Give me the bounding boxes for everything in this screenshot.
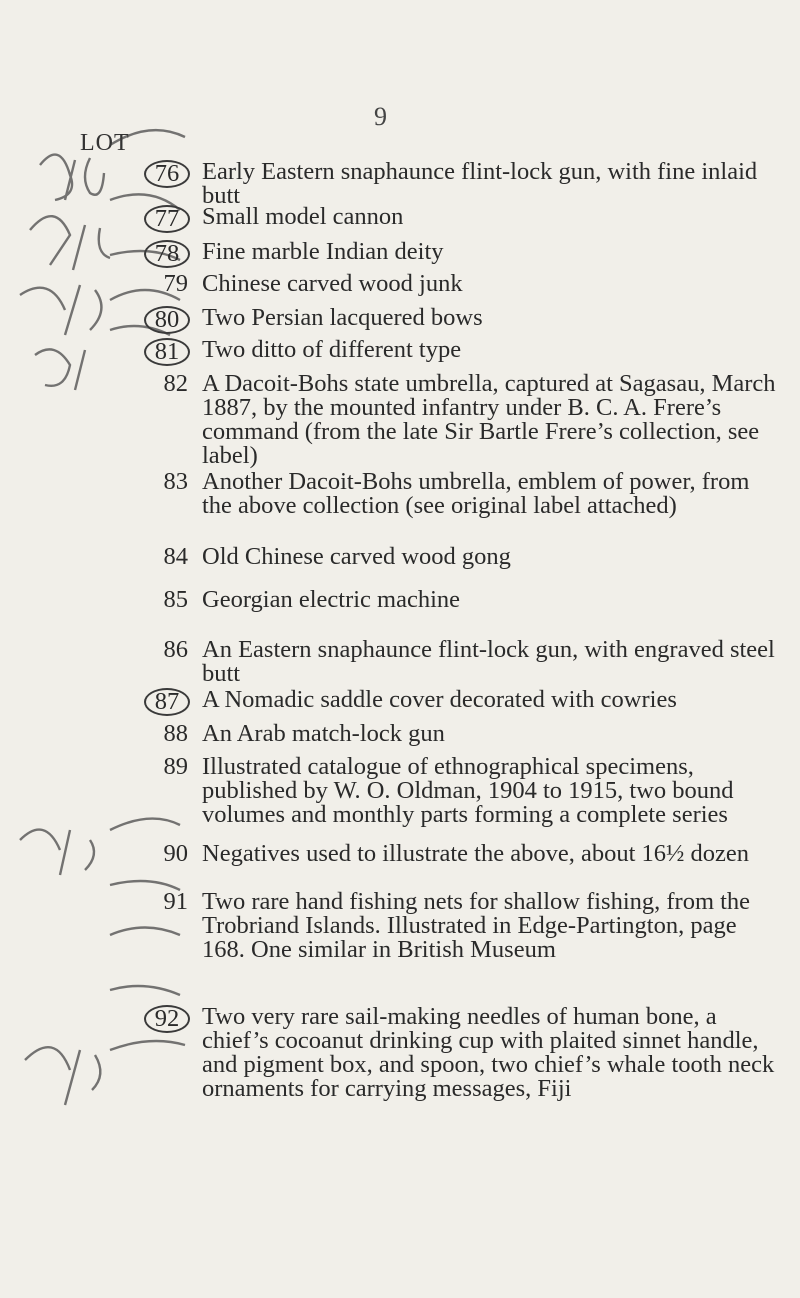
lot-description: A Dacoit-Bohs state umbrella, captured at Sagasau, March 1887, by the mounted infantry under B. C. A. Frere’s command (from the late Sir Bartle Frere’s collection, see label) [202, 370, 776, 469]
lot-number: 83 [163, 468, 188, 495]
lot-description: Two very rare sail-making needles of human bone, a chief’s cocoanut drinking cup with plaited sinnet handle, and pigment box, and spoon, two chief’s whale tooth neck ornaments for carrying messages, Fiji [202, 1003, 775, 1102]
lot-description: Two rare hand fishing nets for shallow fishing, from the Trobriand Islands. Illustrated in Edge-Partington, page 168. One similar in British Museum [202, 888, 751, 963]
lot-description: Two Persian lacquered bows [202, 304, 483, 331]
lot-number: 85 [163, 586, 188, 613]
lot-item [163, 720, 776, 747]
page-number: 9 [374, 102, 387, 131]
lot-number: 81 [144, 338, 190, 366]
lot-description: Two ditto of different type [202, 336, 462, 363]
lot-description: Negatives used to illustrate the above, about 16½ dozen [202, 840, 750, 867]
lot-item [163, 888, 776, 963]
lot-item [163, 370, 776, 469]
lot-number: 78 [144, 240, 190, 268]
lot-number: 82 [163, 370, 188, 397]
lot-description: Georgian electric machine [202, 586, 461, 613]
lot-description: Illustrated catalogue of ethnographical specimens, published by W. O. Oldman, 1904 to 1915, two bound volumes and monthly parts forming a complete series [202, 753, 734, 828]
lot-item [154, 203, 776, 232]
lot-number: 87 [144, 688, 190, 716]
lot-item [163, 840, 776, 867]
lot-number: 89 [163, 753, 188, 780]
lot-description: Chinese carved wood junk [202, 270, 463, 297]
lot-item [154, 686, 776, 715]
lot-number: 79 [163, 270, 188, 297]
lot-description: Old Chinese carved wood gong [202, 543, 511, 570]
lot-description: Small model cannon [202, 203, 404, 230]
lot-item [154, 238, 776, 267]
lot-number: 86 [163, 636, 188, 663]
lot-item [163, 753, 776, 828]
lot-number: 92 [144, 1005, 190, 1033]
lot-number: 91 [163, 888, 188, 915]
lot-description: Fine marble Indian deity [202, 238, 444, 265]
lot-item [163, 270, 776, 297]
lot-description: A Nomadic saddle cover decorated with cowries [202, 686, 677, 713]
lot-item [163, 468, 776, 519]
lot-item [154, 336, 776, 365]
lot-number: 77 [144, 205, 190, 233]
lot-number: 76 [144, 160, 190, 188]
lot-number: 90 [163, 840, 188, 867]
lot-number: 88 [163, 720, 188, 747]
lot-item [163, 636, 776, 687]
lot-description: Another Dacoit-Bohs umbrella, emblem of power, from the above collection (see original label attached) [202, 468, 750, 519]
lot-item [154, 1003, 776, 1102]
lot-item [154, 158, 776, 209]
lot-number: 80 [144, 306, 190, 334]
lot-column-header: LOT [80, 130, 130, 156]
lot-description: An Arab match-lock gun [202, 720, 445, 747]
lot-item [163, 543, 776, 570]
lot-description: Early Eastern snaphaunce flint-lock gun, with fine inlaid butt [202, 158, 758, 209]
lot-description: An Eastern snaphaunce flint-lock gun, with engraved steel butt [202, 636, 775, 687]
lot-item [163, 586, 776, 613]
lot-number: 84 [163, 543, 188, 570]
lot-item [154, 304, 776, 333]
